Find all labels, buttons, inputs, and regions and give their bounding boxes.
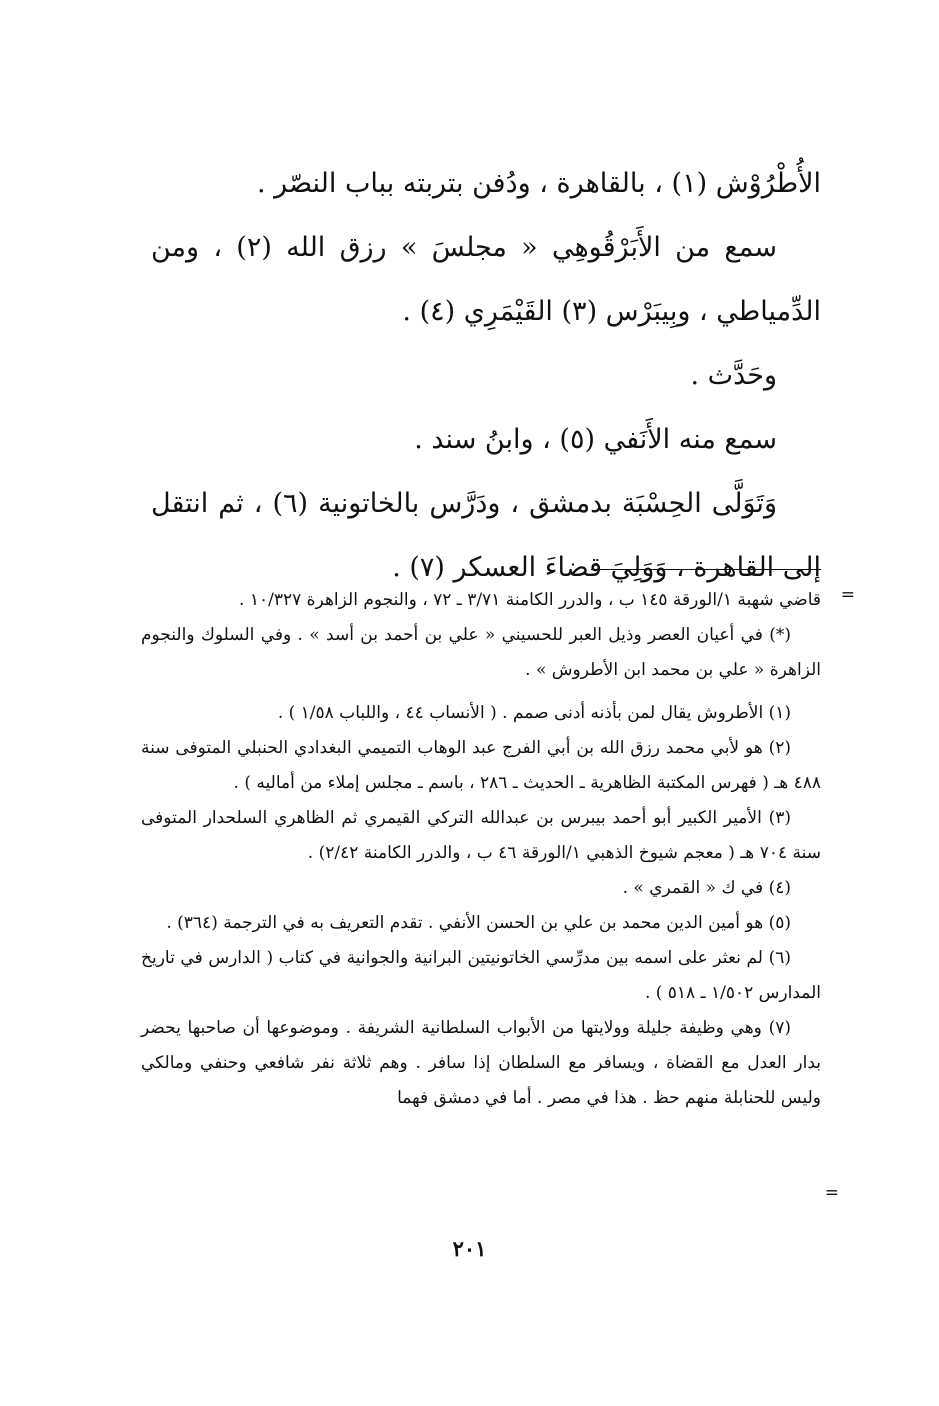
footnote-star: (*) في أعيان العصر وذيل العبر للحسيني « علي بن أحمد بن أسد » . وفي السلوك والنجوم الزاهرة « علي بن محمد ابن الأطروش » .: [141, 625, 821, 680]
footnotes-block: [141, 583, 821, 1116]
main-paragraph-2: سمع من الأَبَرْقُوهِي « مجلسَ » رزق الله (٢) ، ومن الدِّمياطي ، وبِيبَرْس (٣) القَيْمَرِي (٤) .: [151, 232, 821, 327]
main-paragraph-4: سمع منه الأَنَفي (٥) ، وابنُ سند .: [414, 424, 777, 455]
main-paragraph-1: الأُطْرُوْش (١) ، بالقاهرة ، ودُفن بتربته بباب النصّر .: [257, 168, 821, 199]
footnote-5: (٥) هو أمين الدين محمد بن علي بن الحسن الأنفي . تقدم التعريف به في الترجمة (٣٦٤) .: [166, 913, 791, 933]
page-number: ٢٠١: [452, 1236, 487, 1261]
footnote-end-mark: =: [824, 1183, 839, 1203]
footnote-7: (٧) وهي وظيفة جليلة وولايتها من الأبواب السلطانية الشريفة . وموضوعها أن صاحبها يحضر بدار العدل مع القضاة ، ويسافر مع السلطان إذا سافر . وهم ثلاثة نفر شافعي وحنفي ومالكي وليس للحنابلة منهم حظ . هذا في مصر . أما في دمشق فهما: [141, 1018, 821, 1108]
footnote-continuation-mark: =: [840, 585, 855, 605]
footnote-2: (٢) هو لأبي محمد رزق الله بن أبي الفرج عبد الوهاب التميمي البغدادي الحنبلي المتوفى سنة ٤٨٨ هـ ( فهرس المكتبة الظاهرية ـ الحديث ـ ٢٨٦ ، باسم ـ مجلس إملاء من أماليه ) .: [141, 738, 821, 793]
footnote-continued: قاضي شهبة ١/الورقة ١٤٥ ب ، والدرر الكامنة ٣/٧١ ـ ٧٢ ، والنجوم الزاهرة ١٠/٣٢٧ .: [239, 590, 821, 610]
footnote-1: (١) الأطروش يقال لمن بأذنه أدنى صمم . ( الأنساب ٤٤ ، واللباب ١/٥٨ ) .: [277, 703, 791, 723]
footnote-4: (٤) في ك « القمري » .: [622, 878, 791, 898]
footnote-divider: [591, 569, 821, 570]
footnote-6: (٦) لم نعثر على اسمه بين مدرِّسي الخاتونيتين البرانية والجوانية في كتاب ( الدارس في تاريخ المدارس ١/٥٠٢ ـ ٥١٨ ) .: [141, 948, 821, 1003]
main-paragraph-5: وَتَوَلَّى الحِسْبَة بدمشق ، ودَرَّس بالخاتونية (٦) ، ثم انتقل إلى القاهرة ، وَوَلِيَ قضاءَ العسكر (٧) .: [151, 488, 821, 583]
main-paragraph-3: وحَدَّث .: [690, 360, 777, 391]
main-text-block: [151, 152, 821, 600]
footnote-3: (٣) الأمير الكبير أبو أحمد بيبرس بن عبدالله التركي القيمري ثم الظاهري السلحدار المتوفى سنة ٧٠٤ هـ ( معجم شيوخ الذهبي ١/الورقة ٤٦ ب ، والدرر الكامنة ٢/٤٢) .: [141, 808, 821, 863]
